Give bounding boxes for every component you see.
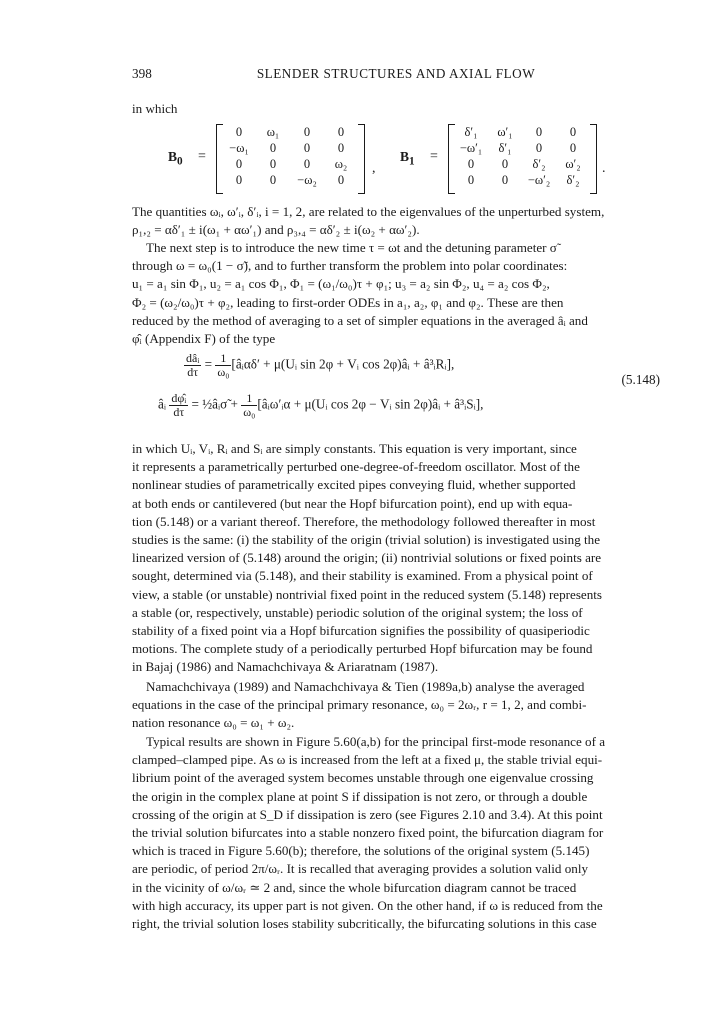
text-line: sought, determined via (5.148), and their stability is examined. From a physical point of xyxy=(132,568,593,584)
text-line: nation resonance ω₀ = ω₁ + ω₂. xyxy=(132,715,295,731)
b1-label: $B_1$ xyxy=(400,149,415,168)
text-line: stability of a fixed point via a Hopf bifurcation signifies the possibility of quasiperiodic xyxy=(132,623,590,639)
paragraph-namachchivaya xyxy=(132,678,660,733)
equation-equals: = xyxy=(204,356,213,372)
b0-label: $B_0$ xyxy=(168,149,183,168)
matrix-row xyxy=(454,172,590,188)
matrix-cell: 0 xyxy=(337,172,345,187)
matrix-cell: 0 xyxy=(501,156,509,171)
text-line: Typical results are shown in Figure 5.60(a,b) for the principal first-mode resonance of a xyxy=(146,734,606,749)
paragraph-eigenvalues xyxy=(132,203,660,239)
matrix-cell: δ′₂ xyxy=(566,172,580,187)
b0-matrix xyxy=(222,124,358,188)
paragraph-methodology xyxy=(132,440,660,677)
fraction-coeff1: $\frac{1}{\text{ω₀}}$ xyxy=(217,351,230,379)
text-line: Φ₂ = (ω₂/ω₀)τ + φ₂, leading to first-order ODEs in a₁, a₂, φ₁ and φ₂. These are then xyxy=(132,294,564,310)
text-line: right, the trivial solution loses stability subcritically, the bifurcating solutions in this case xyxy=(132,916,597,932)
matrix-row xyxy=(222,156,358,172)
text-line: crossing of the origin at S_D if dissipation is zero (see Figures 2.10 and 3.4). At this point xyxy=(132,806,603,822)
text-line: The next step is to introduce the new time τ = ωt and the detuning parameter σ̃ xyxy=(146,240,557,255)
matrix-cell: 0 xyxy=(303,124,311,139)
page-header xyxy=(132,66,660,86)
matrix-definitions xyxy=(168,124,648,194)
matrix-cell: 0 xyxy=(235,156,243,171)
matrix-row xyxy=(454,156,590,172)
running-head: SLENDER STRUCTURES AND AXIAL FLOW xyxy=(256,66,536,81)
matrix-cell: ω₂ xyxy=(334,156,348,171)
matrix-cell: ω₁ xyxy=(266,124,280,139)
text-line: nonlinear studies of parametrically excited pipes conveying fluid, whether supported xyxy=(132,477,576,493)
matrix-cell: δ′₂ xyxy=(532,156,546,171)
text-line: tion (5.148) or a variant thereof. Therefore, the methodology followed thereafter in most xyxy=(132,513,596,529)
text-line: the origin in the complex plane at point S if dissipation is not zero, or through a double xyxy=(132,788,588,804)
text-line: at both ends or cantilevered (but near the Hopf bifurcation point), end up with equa- xyxy=(132,495,573,511)
matrix-row xyxy=(222,124,358,140)
matrix-cell: 0 xyxy=(235,172,243,187)
equation-line-1 xyxy=(184,352,454,379)
text-line: a stable (or, respectively, unstable) periodic solution of the original system; the loss of xyxy=(132,604,583,620)
matrix-comma: , xyxy=(372,161,376,176)
matrix-cell: 0 xyxy=(303,140,311,155)
equation-number: (5.148) xyxy=(621,372,660,387)
matrix-period: . xyxy=(602,161,606,176)
matrix-cell: δ′₁ xyxy=(464,124,478,139)
matrix-row xyxy=(454,140,590,156)
equation-rhs2-prefix: = ½âᵢσ̃ + xyxy=(191,396,238,412)
text-line: ρ₁,₂ = αδ′₁ ± i(ω₁ + αω′₁) and ρ₃,₄ = αδ′₂ ± i(ω₂ + αω′₂). xyxy=(132,222,420,238)
b1-right-bracket xyxy=(590,124,597,194)
matrix-cell: −ω′₁ xyxy=(459,140,483,155)
matrix-cell: 0 xyxy=(569,140,577,155)
text-line: clamped–clamped pipe. As ω is increased from the left at a fixed μ, the stable trivial equi- xyxy=(132,752,603,768)
fraction-lhs2: $\frac{\text{dφ̂ᵢ}}{d\tau}$ xyxy=(171,391,187,419)
text-line: view, a stable (or unstable) nontrivial fixed point in the reduced system (5.148) represents xyxy=(132,586,603,602)
intro-text: in which xyxy=(132,101,178,116)
text-line: Namachchivaya (1989) and Namachchivaya & Tien (1989a,b) analyse the averaged xyxy=(146,679,585,694)
text-line: motions. The complete study of a periodically perturbed Hopf bifurcation may be found xyxy=(132,641,593,657)
text-line: The quantities ωᵢ, ω′ᵢ, δ′ᵢ, i = 1, 2, are related to the eigenvalues of the unperturbed system, xyxy=(132,204,605,219)
text-line: reduced by the method of averaging to a set of simpler equations in the averaged âᵢ and xyxy=(132,312,588,328)
text-line: in Bajaj (1986) and Namachchivaya & Ariaratnam (1987). xyxy=(132,659,439,675)
matrix-cell: 0 xyxy=(269,172,277,187)
b1-matrix xyxy=(454,124,590,188)
matrix-cell: 0 xyxy=(467,156,475,171)
matrix-row xyxy=(454,124,590,140)
text-line: through ω = ω₀(1 − σ̃), and to further transform the problem into polar coordinates: xyxy=(132,258,568,274)
text-line: it represents a parametrically perturbed one-degree-of-freedom oscillator. Most of the xyxy=(132,459,580,475)
matrix-cell: δ′₁ xyxy=(498,140,512,155)
matrix-cell: −ω′₂ xyxy=(527,172,551,187)
matrix-cell: 0 xyxy=(337,140,345,155)
matrix-cell: 0 xyxy=(569,124,577,139)
matrix-cell: 0 xyxy=(235,124,243,139)
matrix-cell: 0 xyxy=(269,140,277,155)
text-line: in the vicinity of ω/ωᵣ ≃ 2 and, since the whole bifurcation diagram cannot be traced xyxy=(132,879,577,895)
equation-5-148 xyxy=(132,352,660,428)
text-line: linearized version of (5.148) around the origin; (ii) nontrivial solutions or fixed points are xyxy=(132,550,602,566)
equation-rhs1: [âᵢαδ′ + μ(Uᵢ sin 2φ + Vᵢ cos 2φ)âᵢ + â³ᵢRᵢ], xyxy=(231,356,455,372)
text-line: with high accuracy, its upper part is not given. On the other hand, if ω is reduced from the xyxy=(132,897,603,913)
text-line: which is traced in Figure 5.60(b); therefore, the solutions of the original system (5.145) xyxy=(132,843,590,859)
text-line: librium point of the averaged system becomes unstable through one eigenvalue crossing xyxy=(132,770,594,786)
text-line: in which Uᵢ, Vᵢ, Rᵢ and Sᵢ are simply constants. This equation is very important, since xyxy=(132,441,577,456)
equation-lhs2-prefix: âᵢ xyxy=(158,396,167,412)
text-line: the trivial solution bifurcates into a stable nonzero fixed point, the bifurcation diagram for xyxy=(132,825,604,841)
matrix-cell: 0 xyxy=(535,124,543,139)
matrix-cell: ω′₂ xyxy=(565,156,581,171)
matrix-cell: 0 xyxy=(467,172,475,187)
text-line: u₁ = a₁ sin Φ₁, u₂ = a₁ cos Φ₁, Φ₁ = (ω₁/ω₀)τ + φ₁; u₃ = a₂ sin Φ₂, u₄ = a₂ cos Φ₂, xyxy=(132,276,550,292)
matrix-cell: −ω₁ xyxy=(229,140,249,155)
matrix-cell: −ω₂ xyxy=(297,172,317,187)
matrix-cell: 0 xyxy=(303,156,311,171)
text-line: φ̂ᵢ (Appendix F) of the type xyxy=(132,331,276,347)
matrix-row xyxy=(222,172,358,188)
matrix-cell: 0 xyxy=(535,140,543,155)
text-line: studies is the same: (i) the stability of the origin (trivial solution) is investigated using the xyxy=(132,532,601,548)
paragraph-typical-results xyxy=(132,733,660,933)
matrix-cell: 0 xyxy=(337,124,345,139)
fraction-coeff2: $\frac{1}{\text{ω₀}}$ xyxy=(243,391,256,419)
equation-line-2 xyxy=(158,392,483,419)
text-line: are periodic, of period 2π/ωᵣ. It is recalled that averaging provides a solution valid only xyxy=(132,861,589,877)
text-line: equations in the case of the principal primary resonance, ω₀ = 2ωᵣ, r = 1, 2, and combi- xyxy=(132,697,587,713)
matrix-cell: ω′₁ xyxy=(497,124,513,139)
b0-equals: = xyxy=(198,149,206,164)
b1-equals: = xyxy=(430,149,438,164)
b0-right-bracket xyxy=(358,124,365,194)
matrix-row xyxy=(222,140,358,156)
matrix-cell: 0 xyxy=(501,172,509,187)
fraction-lhs1: $\frac{\text{dâᵢ}}{d\tau}$ xyxy=(186,351,200,379)
paragraph-polar-coordinates xyxy=(132,239,660,348)
matrix-cell: 0 xyxy=(269,156,277,171)
page-number: 398 xyxy=(132,66,152,81)
equation-rhs2: [âᵢω′ᵢα + μ(Uᵢ cos 2φ − Vᵢ sin 2φ)âᵢ + â³ᵢSᵢ], xyxy=(257,396,484,412)
